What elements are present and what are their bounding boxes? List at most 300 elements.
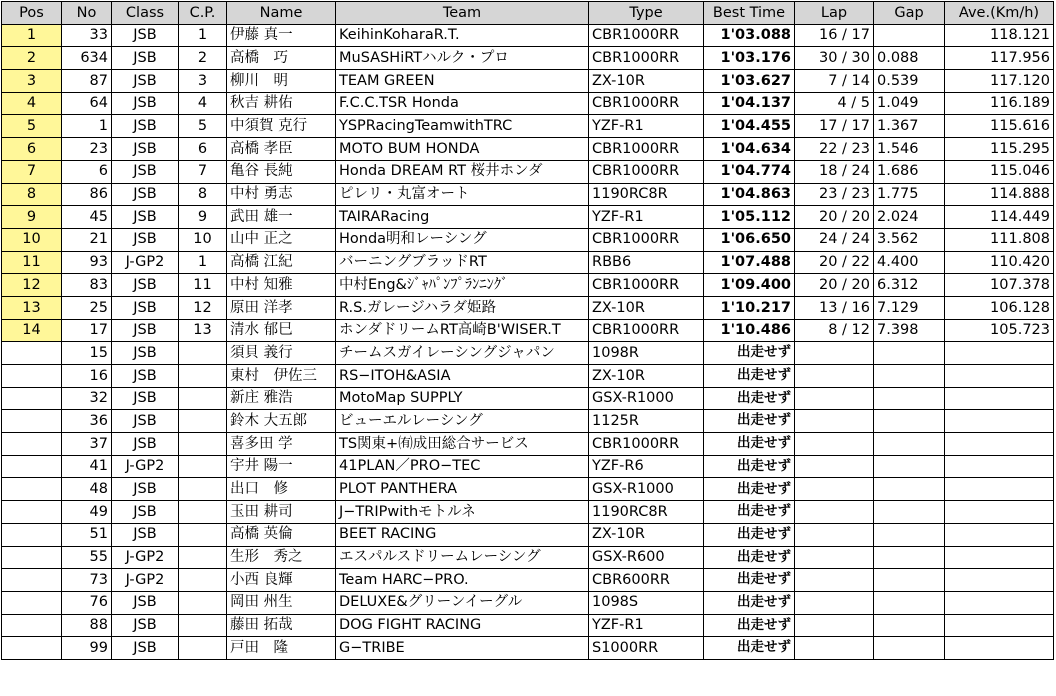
cell-no: 87 [62, 70, 112, 93]
cell-no: 64 [62, 92, 112, 115]
cell-type: RBB6 [589, 251, 704, 274]
cell-gap [874, 569, 945, 592]
cell-lap [795, 387, 874, 410]
header-team: Team [336, 2, 589, 25]
cell-team: DELUXE&グリーンイーグル [336, 591, 589, 614]
cell-gap: 1.686 [874, 160, 945, 183]
cell-gap [874, 637, 945, 660]
cell-class: J-GP2 [112, 569, 179, 592]
cell-type: YZF-R1 [589, 115, 704, 138]
table-row [2, 523, 1054, 546]
header-type: Type [589, 2, 704, 25]
cell-lap: 20 / 20 [795, 206, 874, 229]
cell-cp [179, 591, 227, 614]
cell-team: TAIRARacing [336, 206, 589, 229]
cell-cp: 2 [179, 47, 227, 70]
cell-team: BEET RACING [336, 523, 589, 546]
header-row [2, 2, 1054, 25]
cell-name: 高橋 英倫 [227, 523, 336, 546]
table-row [2, 183, 1054, 206]
cell-ave: 115.046 [945, 160, 1054, 183]
cell-pos: 7 [2, 160, 62, 183]
header-best-time: Best Time [704, 2, 795, 25]
cell-no: 15 [62, 342, 112, 365]
cell-name: 中村 知雅 [227, 274, 336, 297]
cell-cp: 11 [179, 274, 227, 297]
cell-best-time: 出走せず [704, 614, 795, 637]
cell-no: 83 [62, 274, 112, 297]
cell-cp: 10 [179, 228, 227, 251]
cell-pos: 13 [2, 296, 62, 319]
cell-lap [795, 365, 874, 388]
cell-lap [795, 478, 874, 501]
cell-best-time: 1'10.486 [704, 319, 795, 342]
cell-pos [2, 410, 62, 433]
cell-cp: 4 [179, 92, 227, 115]
cell-team: Honda DREAM RT 桜井ホンダ [336, 160, 589, 183]
cell-type: CBR600RR [589, 569, 704, 592]
table-row [2, 274, 1054, 297]
cell-ave [945, 523, 1054, 546]
cell-team: TEAM GREEN [336, 70, 589, 93]
cell-name: 喜多田 学 [227, 433, 336, 456]
table-row [2, 47, 1054, 70]
cell-ave: 118.121 [945, 24, 1054, 47]
cell-name: 柳川 明 [227, 70, 336, 93]
cell-name: 武田 雄一 [227, 206, 336, 229]
cell-no: 55 [62, 546, 112, 569]
cell-class: JSB [112, 47, 179, 70]
cell-gap: 0.539 [874, 70, 945, 93]
cell-class: JSB [112, 433, 179, 456]
cell-team: Team HARC−PRO. [336, 569, 589, 592]
cell-lap [795, 342, 874, 365]
cell-team: PLOT PANTHERA [336, 478, 589, 501]
cell-lap: 30 / 30 [795, 47, 874, 70]
cell-lap: 4 / 5 [795, 92, 874, 115]
cell-class: JSB [112, 206, 179, 229]
cell-ave [945, 455, 1054, 478]
cell-best-time: 出走せず [704, 365, 795, 388]
cell-gap: 2.024 [874, 206, 945, 229]
table-row [2, 319, 1054, 342]
cell-lap: 7 / 14 [795, 70, 874, 93]
cell-name: 鈴木 大五郎 [227, 410, 336, 433]
cell-class: JSB [112, 637, 179, 660]
cell-cp [179, 455, 227, 478]
cell-pos: 6 [2, 138, 62, 161]
cell-best-time: 出走せず [704, 523, 795, 546]
cell-gap: 7.398 [874, 319, 945, 342]
cell-lap [795, 591, 874, 614]
table-row [2, 228, 1054, 251]
cell-cp: 13 [179, 319, 227, 342]
results-table [1, 1, 1054, 660]
table-row [2, 637, 1054, 660]
cell-gap [874, 614, 945, 637]
cell-pos [2, 591, 62, 614]
cell-no: 49 [62, 501, 112, 524]
cell-pos: 5 [2, 115, 62, 138]
cell-best-time: 出走せず [704, 546, 795, 569]
cell-gap [874, 478, 945, 501]
cell-cp [179, 637, 227, 660]
cell-best-time: 1'04.137 [704, 92, 795, 115]
table-row [2, 501, 1054, 524]
cell-name: 清水 郁巳 [227, 319, 336, 342]
cell-team: KeihinKoharaR.T. [336, 24, 589, 47]
cell-pos [2, 569, 62, 592]
cell-ave: 110.420 [945, 251, 1054, 274]
cell-name: 玉田 耕司 [227, 501, 336, 524]
results-body [2, 24, 1054, 659]
cell-lap: 24 / 24 [795, 228, 874, 251]
cell-type: GSX-R1000 [589, 387, 704, 410]
cell-best-time: 出走せず [704, 387, 795, 410]
cell-pos [2, 501, 62, 524]
cell-ave [945, 387, 1054, 410]
cell-class: JSB [112, 274, 179, 297]
table-row [2, 296, 1054, 319]
cell-pos [2, 387, 62, 410]
cell-gap: 3.562 [874, 228, 945, 251]
cell-team: RS−ITOH&ASIA [336, 365, 589, 388]
cell-best-time: 出走せず [704, 433, 795, 456]
cell-class: JSB [112, 342, 179, 365]
cell-ave: 107.378 [945, 274, 1054, 297]
table-row [2, 478, 1054, 501]
cell-gap [874, 433, 945, 456]
table-row [2, 569, 1054, 592]
table-row [2, 365, 1054, 388]
cell-no: 45 [62, 206, 112, 229]
cell-best-time: 1'03.627 [704, 70, 795, 93]
cell-type: S1000RR [589, 637, 704, 660]
cell-cp [179, 614, 227, 637]
table-row [2, 546, 1054, 569]
cell-lap: 23 / 23 [795, 183, 874, 206]
cell-name: 東村 伊佐三 [227, 365, 336, 388]
cell-name: 宇井 陽一 [227, 455, 336, 478]
cell-best-time: 出走せず [704, 410, 795, 433]
header-class: Class [112, 2, 179, 25]
cell-gap [874, 591, 945, 614]
cell-no: 23 [62, 138, 112, 161]
cell-class: JSB [112, 92, 179, 115]
cell-ave: 116.189 [945, 92, 1054, 115]
cell-gap [874, 501, 945, 524]
cell-lap: 13 / 16 [795, 296, 874, 319]
cell-gap [874, 365, 945, 388]
cell-team: DOG FIGHT RACING [336, 614, 589, 637]
cell-type: ZX-10R [589, 296, 704, 319]
cell-best-time: 1'04.774 [704, 160, 795, 183]
cell-gap: 1.775 [874, 183, 945, 206]
cell-class: JSB [112, 160, 179, 183]
cell-team: J−TRIPwithモトルネ [336, 501, 589, 524]
cell-type: CBR1000RR [589, 47, 704, 70]
cell-cp: 5 [179, 115, 227, 138]
cell-pos: 9 [2, 206, 62, 229]
cell-cp [179, 546, 227, 569]
cell-ave: 115.295 [945, 138, 1054, 161]
cell-type: CBR1000RR [589, 319, 704, 342]
cell-name: 中村 勇志 [227, 183, 336, 206]
header-gap: Gap [874, 2, 945, 25]
cell-name: 亀谷 長純 [227, 160, 336, 183]
cell-lap [795, 569, 874, 592]
cell-pos [2, 614, 62, 637]
cell-team: ビューエルレーシング [336, 410, 589, 433]
cell-best-time: 1'04.634 [704, 138, 795, 161]
cell-best-time: 1'07.488 [704, 251, 795, 274]
cell-ave: 106.128 [945, 296, 1054, 319]
table-row [2, 115, 1054, 138]
cell-gap: 0.088 [874, 47, 945, 70]
cell-no: 21 [62, 228, 112, 251]
cell-no: 634 [62, 47, 112, 70]
cell-class: JSB [112, 365, 179, 388]
cell-no: 36 [62, 410, 112, 433]
cell-ave: 117.120 [945, 70, 1054, 93]
cell-type: CBR1000RR [589, 228, 704, 251]
table-row [2, 342, 1054, 365]
cell-best-time: 1'03.176 [704, 47, 795, 70]
cell-no: 37 [62, 433, 112, 456]
cell-lap: 17 / 17 [795, 115, 874, 138]
table-row [2, 251, 1054, 274]
cell-team: MOTO BUM HONDA [336, 138, 589, 161]
cell-name: 山中 正之 [227, 228, 336, 251]
cell-no: 32 [62, 387, 112, 410]
cell-no: 99 [62, 637, 112, 660]
cell-pos: 11 [2, 251, 62, 274]
cell-team: ピレリ・丸富オート [336, 183, 589, 206]
cell-gap: 7.129 [874, 296, 945, 319]
table-row [2, 24, 1054, 47]
cell-cp: 1 [179, 24, 227, 47]
cell-cp: 9 [179, 206, 227, 229]
table-row [2, 138, 1054, 161]
cell-no: 76 [62, 591, 112, 614]
cell-gap: 1.367 [874, 115, 945, 138]
cell-class: JSB [112, 228, 179, 251]
cell-class: JSB [112, 115, 179, 138]
table-row [2, 160, 1054, 183]
cell-name: 戸田 隆 [227, 637, 336, 660]
cell-gap [874, 546, 945, 569]
cell-type: 1190RC8R [589, 183, 704, 206]
cell-name: 原田 洋孝 [227, 296, 336, 319]
cell-gap: 1.049 [874, 92, 945, 115]
header-pos: Pos [2, 2, 62, 25]
cell-pos [2, 342, 62, 365]
cell-gap [874, 455, 945, 478]
cell-type: ZX-10R [589, 70, 704, 93]
cell-class: JSB [112, 70, 179, 93]
cell-type: YZF-R6 [589, 455, 704, 478]
cell-best-time: 出走せず [704, 455, 795, 478]
cell-type: GSX-R1000 [589, 478, 704, 501]
cell-gap: 6.312 [874, 274, 945, 297]
cell-type: 1125R [589, 410, 704, 433]
cell-team: 41PLAN／PRO−TEC [336, 455, 589, 478]
table-row [2, 387, 1054, 410]
cell-lap [795, 523, 874, 546]
cell-name: 秋吉 耕佑 [227, 92, 336, 115]
cell-pos [2, 455, 62, 478]
cell-cp [179, 569, 227, 592]
cell-type: GSX-R600 [589, 546, 704, 569]
cell-best-time: 出走せず [704, 637, 795, 660]
cell-best-time: 1'04.455 [704, 115, 795, 138]
cell-type: YZF-R1 [589, 206, 704, 229]
cell-pos [2, 365, 62, 388]
header-ave: Ave.(Km/h) [945, 2, 1054, 25]
table-row [2, 206, 1054, 229]
cell-cp [179, 387, 227, 410]
cell-class: JSB [112, 138, 179, 161]
cell-team: Honda明和レーシング [336, 228, 589, 251]
cell-best-time: 出走せず [704, 569, 795, 592]
cell-pos [2, 637, 62, 660]
cell-gap [874, 387, 945, 410]
cell-cp [179, 433, 227, 456]
cell-cp: 3 [179, 70, 227, 93]
cell-type: CBR1000RR [589, 274, 704, 297]
cell-cp: 8 [179, 183, 227, 206]
cell-type: CBR1000RR [589, 433, 704, 456]
cell-ave [945, 501, 1054, 524]
cell-team: MuSASHiRTハルク・プロ [336, 47, 589, 70]
cell-team: MotoMap SUPPLY [336, 387, 589, 410]
cell-best-time: 1'05.112 [704, 206, 795, 229]
cell-cp [179, 365, 227, 388]
cell-gap [874, 24, 945, 47]
table-row [2, 591, 1054, 614]
cell-class: J-GP2 [112, 455, 179, 478]
cell-class: JSB [112, 591, 179, 614]
cell-lap [795, 501, 874, 524]
cell-type: 1098S [589, 591, 704, 614]
cell-name: 伊藤 真一 [227, 24, 336, 47]
cell-no: 93 [62, 251, 112, 274]
cell-lap [795, 455, 874, 478]
cell-type: 1190RC8R [589, 501, 704, 524]
cell-ave [945, 410, 1054, 433]
cell-ave: 114.449 [945, 206, 1054, 229]
cell-cp: 7 [179, 160, 227, 183]
cell-best-time: 1'10.217 [704, 296, 795, 319]
cell-ave: 111.808 [945, 228, 1054, 251]
cell-name: 出口 修 [227, 478, 336, 501]
cell-ave: 114.888 [945, 183, 1054, 206]
cell-ave [945, 569, 1054, 592]
cell-name: 藤田 拓哉 [227, 614, 336, 637]
cell-class: J-GP2 [112, 546, 179, 569]
cell-lap [795, 614, 874, 637]
header-cp: C.P. [179, 2, 227, 25]
cell-name: 中須賀 克行 [227, 115, 336, 138]
cell-lap [795, 637, 874, 660]
cell-team: F.C.C.TSR Honda [336, 92, 589, 115]
cell-no: 41 [62, 455, 112, 478]
cell-class: JSB [112, 319, 179, 342]
cell-name: 新庄 雅浩 [227, 387, 336, 410]
cell-cp: 12 [179, 296, 227, 319]
table-row [2, 614, 1054, 637]
cell-name: 小西 良輝 [227, 569, 336, 592]
cell-ave: 115.616 [945, 115, 1054, 138]
cell-lap [795, 410, 874, 433]
cell-ave [945, 637, 1054, 660]
cell-lap: 18 / 24 [795, 160, 874, 183]
cell-gap: 1.546 [874, 138, 945, 161]
cell-type: CBR1000RR [589, 24, 704, 47]
cell-pos: 12 [2, 274, 62, 297]
cell-no: 86 [62, 183, 112, 206]
cell-no: 6 [62, 160, 112, 183]
table-row [2, 433, 1054, 456]
cell-ave: 105.723 [945, 319, 1054, 342]
cell-best-time: 出走せず [704, 478, 795, 501]
cell-lap: 8 / 12 [795, 319, 874, 342]
cell-pos: 4 [2, 92, 62, 115]
cell-no: 17 [62, 319, 112, 342]
cell-no: 88 [62, 614, 112, 637]
cell-cp [179, 478, 227, 501]
cell-pos [2, 478, 62, 501]
cell-lap [795, 433, 874, 456]
cell-type: 1098R [589, 342, 704, 365]
cell-class: JSB [112, 410, 179, 433]
cell-pos [2, 433, 62, 456]
cell-no: 51 [62, 523, 112, 546]
header-no: No [62, 2, 112, 25]
header-name: Name [227, 2, 336, 25]
cell-class: JSB [112, 296, 179, 319]
cell-lap: 22 / 23 [795, 138, 874, 161]
cell-lap: 16 / 17 [795, 24, 874, 47]
cell-pos: 3 [2, 70, 62, 93]
cell-pos: 8 [2, 183, 62, 206]
cell-class: J-GP2 [112, 251, 179, 274]
cell-cp [179, 342, 227, 365]
table-row [2, 70, 1054, 93]
cell-cp [179, 501, 227, 524]
cell-best-time: 出走せず [704, 591, 795, 614]
cell-cp: 6 [179, 138, 227, 161]
cell-ave [945, 614, 1054, 637]
cell-pos: 2 [2, 47, 62, 70]
cell-class: JSB [112, 24, 179, 47]
cell-class: JSB [112, 387, 179, 410]
table-row [2, 92, 1054, 115]
cell-no: 33 [62, 24, 112, 47]
cell-name: 岡田 州生 [227, 591, 336, 614]
cell-class: JSB [112, 523, 179, 546]
cell-lap [795, 546, 874, 569]
cell-no: 25 [62, 296, 112, 319]
cell-cp [179, 410, 227, 433]
cell-no: 73 [62, 569, 112, 592]
cell-name: 高橋 巧 [227, 47, 336, 70]
cell-name: 生形 秀之 [227, 546, 336, 569]
cell-name: 高橋 江紀 [227, 251, 336, 274]
cell-type: ZX-10R [589, 365, 704, 388]
cell-pos [2, 546, 62, 569]
cell-pos: 14 [2, 319, 62, 342]
